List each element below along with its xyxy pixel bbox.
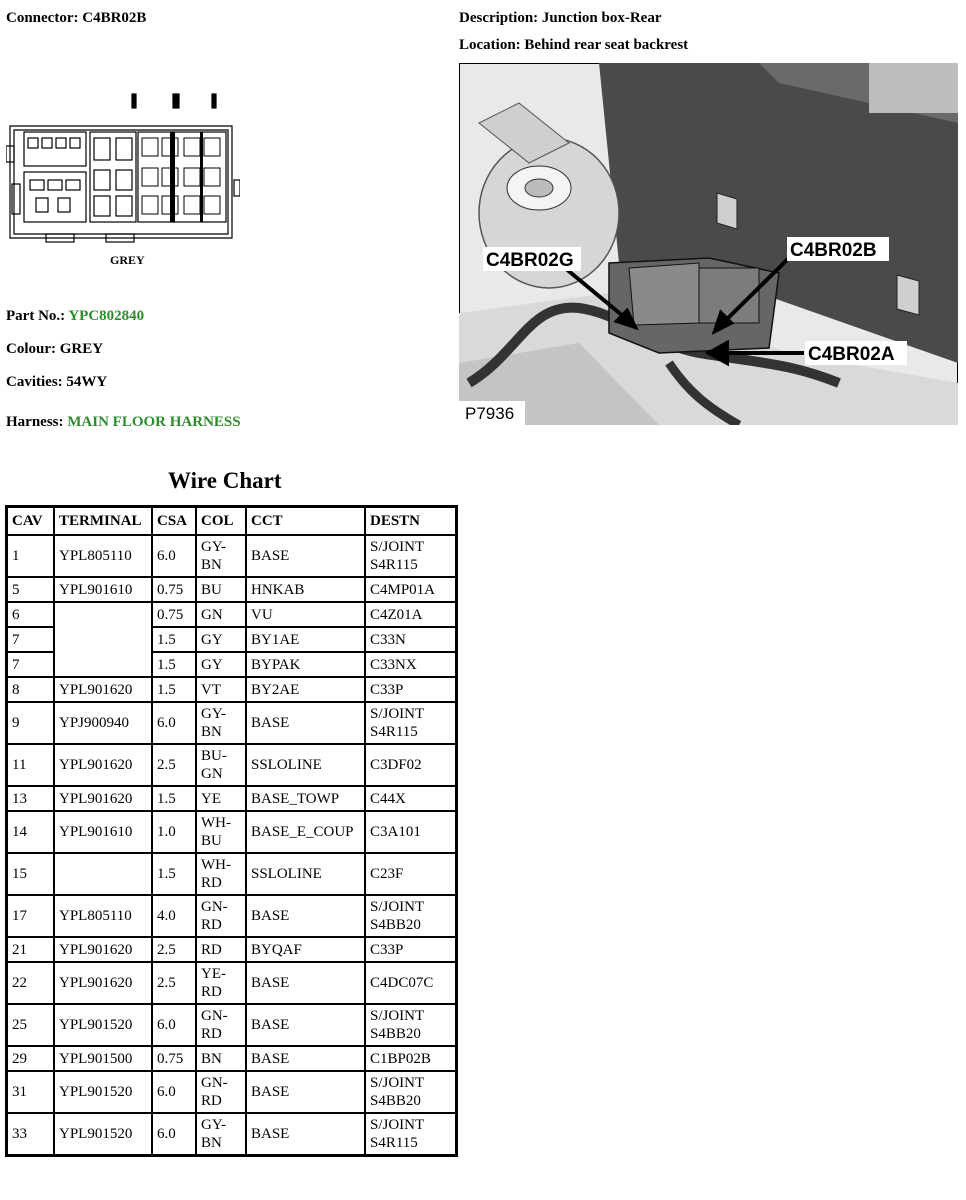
cct-cell: BASE [246,1046,365,1071]
destn-cell: C1BP02B [365,1046,457,1071]
col-cell: WH-BU [196,811,246,853]
col-cell: GN-RD [196,895,246,937]
col-cell: GN-RD [196,1004,246,1046]
terminal-cell: YPL901520 [54,1113,152,1156]
cav-cell: 14 [7,811,55,853]
destn-cell: C3A101 [365,811,457,853]
terminal-cell [54,853,152,895]
harness-value: MAIN FLOOR HARNESS [67,414,241,430]
cct-cell: BASE [246,1113,365,1156]
table-row [7,937,457,962]
description-label: Description: Junction box-Rear [459,10,662,26]
table-row [7,535,457,577]
cav-cell: 31 [7,1071,55,1113]
destn-cell: C33P [365,937,457,962]
table-row [7,702,457,744]
table-row [7,602,457,627]
table-row [7,677,457,702]
connector-label: Connector: C4BR02B [6,10,147,26]
cav-cell: 5 [7,577,55,602]
csa-cell: 2.5 [152,744,196,786]
connector-face-diagram [6,88,240,268]
cct-cell: BASE [246,535,365,577]
table-row [7,811,457,853]
cav-cell: 21 [7,937,55,962]
csa-cell: 0.75 [152,577,196,602]
col-cell: YE [196,786,246,811]
csa-cell: 2.5 [152,962,196,1004]
csa-cell: 1.5 [152,853,196,895]
table-row [7,962,457,1004]
cct-cell: SSLOLINE [246,853,365,895]
csa-cell: 4.0 [152,895,196,937]
part-number [6,308,144,325]
cct-cell: BASE [246,1004,365,1046]
csa-cell: 6.0 [152,1004,196,1046]
cct-cell: BASE [246,895,365,937]
destn-cell: C33N [365,627,457,652]
terminal-cell: YPL901620 [54,937,152,962]
header-col: COL [196,507,246,536]
table-row [7,577,457,602]
cct-cell: BASE_TOWP [246,786,365,811]
table-row [7,744,457,786]
col-cell: BU-GN [196,744,246,786]
cct-cell: BASE_E_COUP [246,811,365,853]
destn-cell: C4MP01A [365,577,457,602]
cav-cell: 7 [7,652,55,677]
table-row [7,1113,457,1156]
wire-chart-title: Wire Chart [168,468,282,493]
col-cell: BN [196,1046,246,1071]
table-row [7,853,457,895]
destn-cell: C33P [365,677,457,702]
csa-cell: 6.0 [152,535,196,577]
terminal-cell: YPL901610 [54,811,152,853]
photo-ref: P7936 [465,404,515,423]
col-cell: GY-BN [196,535,246,577]
location-label: Location: Behind rear seat backrest [459,37,689,53]
cct-cell: BYPAK [246,652,365,677]
destn-cell: S/JOINT S4R115 [365,702,457,744]
col-cell: BU [196,577,246,602]
header-destn: DESTN [365,507,457,536]
callout-c4br02b: C4BR02B [790,240,877,261]
destn-cell: S/JOINT S4R115 [365,1113,457,1156]
wire-chart-table [5,505,458,1157]
cav-cell: 25 [7,1004,55,1046]
col-cell: VT [196,677,246,702]
terminal-cell: YPL805110 [54,535,152,577]
cav-cell: 13 [7,786,55,811]
terminal-cell: YPL901500 [54,1046,152,1071]
part-number-value: YPC802840 [68,308,145,324]
cav-cell: 6 [7,602,55,627]
destn-cell: C44X [365,786,457,811]
csa-cell: 2.5 [152,937,196,962]
header-terminal: TERMINAL [54,507,152,536]
destn-cell: S/JOINT S4BB20 [365,1004,457,1046]
terminal-cell: YPL901620 [54,677,152,702]
col-cell: YE-RD [196,962,246,1004]
cav-cell: 9 [7,702,55,744]
table-row [7,1071,457,1113]
cav-cell: 29 [7,1046,55,1071]
col-cell: RD [196,937,246,962]
csa-cell: 1.0 [152,811,196,853]
cav-cell: 15 [7,853,55,895]
terminal-cell: YPL901520 [54,1004,152,1046]
terminal-cell: YPL901620 [54,962,152,1004]
destn-cell: C4DC07C [365,962,457,1004]
col-cell: GY [196,652,246,677]
cav-cell: 1 [7,535,55,577]
destn-cell: S/JOINT S4BB20 [365,895,457,937]
cct-cell: BY1AE [246,627,365,652]
cct-cell: SSLOLINE [246,744,365,786]
destn-cell: C23F [365,853,457,895]
table-row [7,895,457,937]
destn-cell: S/JOINT S4BB20 [365,1071,457,1113]
cct-cell: BASE [246,962,365,1004]
callout-c4br02g: C4BR02G [486,250,574,271]
cav-cell: 8 [7,677,55,702]
cav-cell: 22 [7,962,55,1004]
callout-c4br02a: C4BR02A [808,344,895,365]
csa-cell: 1.5 [152,677,196,702]
location-photo [459,63,958,425]
header-cct: CCT [246,507,365,536]
terminal-cell: YPL805110 [54,895,152,937]
csa-cell: 6.0 [152,1113,196,1156]
csa-cell: 0.75 [152,1046,196,1071]
destn-cell: S/JOINT S4R115 [365,535,457,577]
terminal-cell: YPL901520 [54,1071,152,1113]
table-row [7,786,457,811]
destn-cell: C33NX [365,652,457,677]
col-cell: GY [196,627,246,652]
cct-cell: BASE [246,1071,365,1113]
csa-cell: 6.0 [152,1071,196,1113]
cct-cell: BYQAF [246,937,365,962]
csa-cell: 1.5 [152,652,196,677]
csa-cell: 6.0 [152,702,196,744]
cav-cell: 17 [7,895,55,937]
cavities-label: Cavities: 54WY [6,374,108,390]
terminal-cell: YPL901620 [54,786,152,811]
diagram-caption: GREY [110,253,145,267]
terminal-cell: YPL901610 [54,577,152,602]
destn-cell: C3DF02 [365,744,457,786]
table-header-row [7,507,457,536]
terminal-cell: YPJ900940 [54,702,152,744]
cav-cell: 33 [7,1113,55,1156]
cav-cell: 11 [7,744,55,786]
terminal-cell: YPL901620 [54,744,152,786]
col-cell: GN-RD [196,1071,246,1113]
header-cav: CAV [7,507,55,536]
csa-cell: 1.5 [152,786,196,811]
cct-cell: BASE [246,702,365,744]
col-cell: GY-BN [196,702,246,744]
table-row [7,1046,457,1071]
cct-cell: VU [246,602,365,627]
col-cell: GY-BN [196,1113,246,1156]
cav-cell: 7 [7,627,55,652]
csa-cell: 1.5 [152,627,196,652]
cct-cell: BY2AE [246,677,365,702]
terminal-cell [54,602,152,677]
table-row [7,1004,457,1046]
col-cell: GN [196,602,246,627]
csa-cell: 0.75 [152,602,196,627]
harness-label: Harness: [6,414,68,430]
destn-cell: C4Z01A [365,602,457,627]
header-csa: CSA [152,507,196,536]
cct-cell: HNKAB [246,577,365,602]
harness [6,414,241,431]
colour-label: Colour: GREY [6,341,104,357]
col-cell: WH-RD [196,853,246,895]
part-number-label: Part No.: [6,308,69,324]
